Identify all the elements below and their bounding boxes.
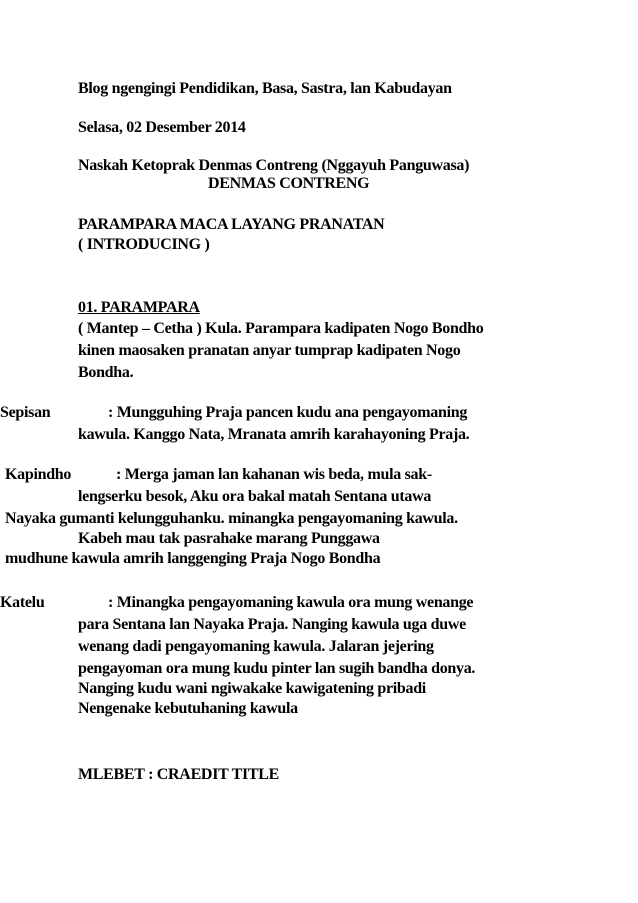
katelu-line: : Minangka pengayomaning kawula ora mung wenange [108,594,474,611]
kapindho-line: Nayaka gumanti kelungguhanku. minangka pengayomaning kawula. [5,510,458,527]
kapindho-line: : Merga jaman lan kahanan wis beda, mula sak- [116,466,432,483]
katelu-line: Nengenake kebutuhaning kawula [78,700,298,717]
katelu-line: Nanging kudu wani ngiwakake kawigatening pribadi [78,680,426,697]
blog-title: Blog ngengingi Pendidikan, Basa, Sastra, lan Kabudayan [78,80,452,97]
intro-heading: PARAMPARA MACA LAYANG PRANATAN [78,216,385,233]
post-date: Selasa, 02 Desember 2014 [78,119,246,136]
section-line: Bondha. [78,364,134,381]
play-title: DENMAS CONTRENG [208,175,370,192]
speaker-label-kapindho: Kapindho [5,466,72,483]
sepisan-line: kawula. Kanggo Nata, Mranata amrih karahayoning Praja. [78,426,470,443]
closing-line: MLEBET : CRAEDIT TITLE [78,766,280,783]
kapindho-line: mudhune kawula amrih langgenging Praja Nogo Bondha [5,550,381,567]
kapindho-line: lengserku besok, Aku ora bakal matah Sentana utawa [78,488,432,505]
speaker-label-katelu: Katelu [0,594,45,611]
intro-subheading: ( INTRODUCING ) [78,236,210,253]
section-heading: 01. PARAMPARA [78,299,200,316]
script-title: Naskah Ketoprak Denmas Contreng (Nggayuh Panguwasa) [78,157,470,174]
section-line: ( Mantep – Cetha ) Kula. Parampara kadipaten Nogo Bondho [78,320,484,337]
katelu-line: pengayoman ora mung kudu pinter lan sugih bandha donya. [78,660,476,677]
katelu-line: para Sentana lan Nayaka Praja. Nanging kawula uga duwe [78,616,466,633]
katelu-line: wenang dadi pengayomaning kawula. Jalaran jejering [78,638,434,655]
section-line: kinen maosaken pranatan anyar tumprap kadipaten Nogo [78,342,461,359]
kapindho-line: Kabeh mau tak pasrahake marang Punggawa [78,530,380,547]
sepisan-line: : Mungguhing Praja pancen kudu ana pengayomaning [108,404,468,421]
speaker-label-sepisan: Sepisan [0,404,51,421]
